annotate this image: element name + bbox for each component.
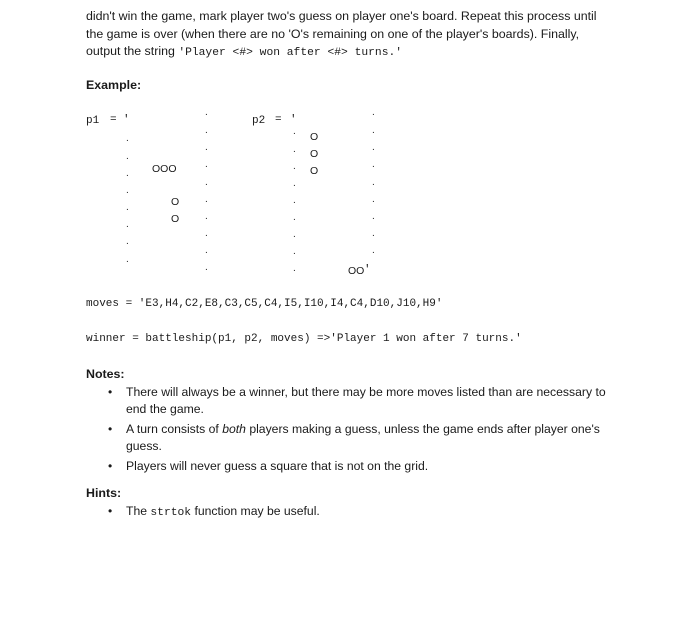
- notes-item-emphasis: both: [222, 422, 246, 436]
- p1-grid-dot: .: [205, 125, 208, 136]
- winner-line: winner = battleship(p1, p2, moves) =>'Player 1 won after 7 turns.': [86, 333, 522, 345]
- p2-grid-dot: .: [293, 126, 296, 137]
- bullet-icon: •: [108, 504, 113, 518]
- p2-ship-cell: O: [310, 148, 319, 160]
- p2-open-quote: ': [290, 114, 297, 126]
- moves-line: moves = 'E3,H4,C2,E8,C3,C5,C4,I5,I10,I4,C4,D10,J10,H9': [86, 298, 443, 310]
- p1-grid-dot: .: [126, 185, 129, 196]
- p1-assign: =: [110, 114, 117, 126]
- p1-grid-dot: .: [126, 219, 129, 230]
- p2-grid-dot: .: [293, 263, 296, 274]
- p2-grid-dot: .: [293, 195, 296, 206]
- p1-grid-dot: .: [205, 177, 208, 188]
- intro-line-1: didn't win the game, mark player two's guess on player one's board. Repeat this process until: [86, 9, 597, 23]
- p1-grid-dot: .: [126, 168, 129, 179]
- p1-variable: p1: [86, 115, 100, 127]
- p1-grid-dot: .: [126, 236, 129, 247]
- p2-grid-dot: .: [372, 177, 375, 188]
- p1-grid-dot: .: [205, 107, 208, 118]
- p2-grid-dot: .: [372, 245, 375, 256]
- p1-grid-dot: .: [205, 245, 208, 256]
- p2-grid-dot: .: [293, 246, 296, 257]
- p1-grid-dot: .: [126, 202, 129, 213]
- p2-ship-horizontal: OO: [348, 265, 365, 277]
- output-format-code: 'Player <#> won after <#> turns.': [178, 47, 403, 59]
- notes-item-text: A turn consists of: [126, 422, 223, 436]
- p2-grid-dot: .: [293, 144, 296, 155]
- hints-item-text-rest: function may be useful.: [191, 504, 320, 518]
- p2-grid-dot: .: [293, 212, 296, 223]
- p1-grid-dot: .: [126, 151, 129, 162]
- p1-grid-dot: .: [205, 159, 208, 170]
- notes-heading: Notes:: [86, 367, 125, 381]
- p1-ship-horizontal: OOO: [152, 163, 177, 175]
- intro-line-3-text: output the string: [86, 44, 179, 58]
- intro-line-2: the game is over (when there are no 'O's remaining on one of the player's boards). Finally,: [86, 26, 580, 41]
- hints-item-text: The: [126, 504, 151, 518]
- notes-item-text: There will always be a winner, but there may be more moves listed than are necessary to end the game.: [126, 385, 606, 416]
- p2-ship-cell: O: [310, 165, 319, 177]
- bullet-icon: •: [108, 459, 113, 473]
- hints-list: [86, 503, 626, 526]
- bullet-icon: •: [108, 422, 113, 436]
- p2-grid-dot: .: [293, 178, 296, 189]
- bullet-icon: •: [108, 385, 113, 399]
- p1-grid-dot: .: [205, 228, 208, 239]
- p2-variable: p2: [252, 115, 266, 127]
- p2-grid-dot: .: [372, 228, 375, 239]
- p1-grid-dot: .: [126, 254, 129, 265]
- p2-grid-dot: .: [372, 125, 375, 136]
- p1-grid-dot: .: [205, 262, 208, 273]
- p2-grid-dot: .: [372, 159, 375, 170]
- p2-ship-cell: O: [310, 131, 319, 143]
- hints-heading: Hints:: [86, 486, 122, 500]
- strtok-code: strtok: [150, 507, 192, 519]
- example-heading: Example:: [86, 78, 142, 92]
- p1-grid-dot: .: [126, 133, 129, 144]
- p2-grid-dot: .: [372, 211, 375, 222]
- notes-list: [86, 384, 626, 479]
- notes-item: [86, 421, 626, 454]
- p1-grid-dot: .: [205, 211, 208, 222]
- notes-item: [86, 458, 626, 475]
- notes-item-text-rest: players making a guess, unless the game ends after player one's guess.: [126, 422, 600, 453]
- p2-grid-dot: .: [293, 229, 296, 240]
- hints-item: [86, 503, 626, 522]
- p1-ship-cell: O: [171, 196, 180, 208]
- p2-close-quote: ': [364, 264, 371, 276]
- p1-grid-dot: .: [205, 142, 208, 153]
- p1-grid-dot: .: [205, 194, 208, 205]
- p2-grid-dot: .: [293, 161, 296, 172]
- p2-grid-dot: .: [372, 107, 375, 118]
- notes-item: [86, 384, 626, 417]
- p1-open-quote: ': [123, 114, 130, 126]
- p2-grid-dot: .: [372, 142, 375, 153]
- p2-grid-dot: .: [372, 194, 375, 205]
- p2-assign: =: [275, 114, 282, 126]
- p1-ship-cell: O: [171, 213, 180, 225]
- notes-item-text: Players will never guess a square that is not on the grid.: [126, 459, 429, 473]
